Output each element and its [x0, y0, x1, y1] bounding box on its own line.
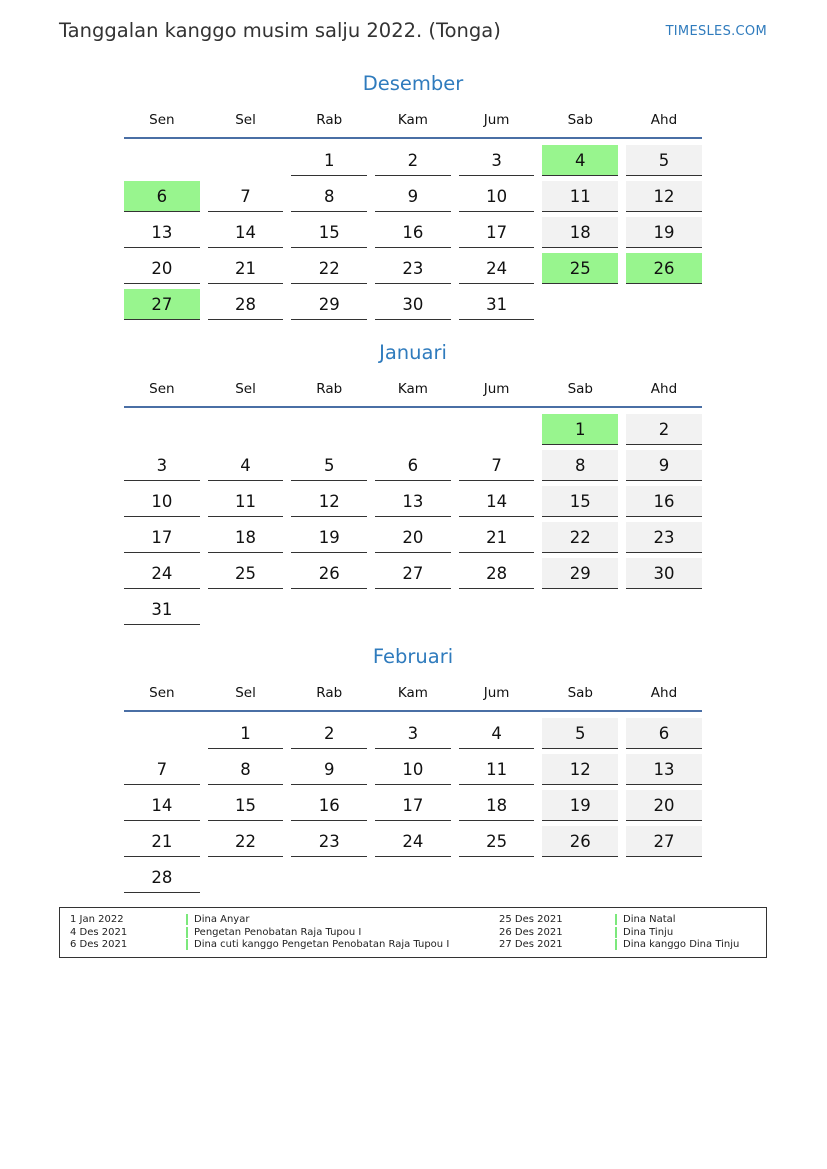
- day-number: 12: [626, 181, 702, 212]
- day-number: 16: [375, 217, 451, 248]
- day-cell: [371, 448, 455, 484]
- day-number: 4: [459, 718, 535, 749]
- legend-marker: [186, 914, 188, 925]
- day-cell: [622, 556, 706, 592]
- empty-cell: [120, 143, 204, 179]
- legend-date: 27 Des 2021: [499, 939, 563, 951]
- legend-item: [70, 939, 449, 952]
- day-cell: [455, 484, 539, 520]
- day-cell: [204, 556, 288, 592]
- header-separator: [124, 137, 702, 139]
- day-cell: [120, 860, 204, 896]
- day-number: 5: [626, 145, 702, 176]
- empty-cell: [371, 592, 455, 628]
- month-name: Januari: [379, 341, 447, 364]
- day-cell: [371, 484, 455, 520]
- day-number: 28: [124, 862, 200, 893]
- week-row: [120, 215, 706, 251]
- day-number: 9: [291, 754, 367, 785]
- day-number: 23: [626, 522, 702, 553]
- day-cell: [538, 788, 622, 824]
- week-row: [120, 484, 706, 520]
- weekday-label: Sen: [149, 381, 175, 397]
- day-cell: [204, 716, 288, 752]
- day-number: 19: [626, 217, 702, 248]
- week-row: [120, 860, 706, 896]
- weekday-label: Ahd: [650, 112, 678, 128]
- week-row: [120, 143, 706, 179]
- empty-cell: [287, 860, 371, 896]
- day-number: 29: [291, 289, 367, 320]
- day-number: 1: [291, 145, 367, 176]
- day-number: 17: [459, 217, 535, 248]
- day-cell: [371, 143, 455, 179]
- day-cell: [455, 287, 539, 323]
- day-number: 22: [542, 522, 618, 553]
- day-cell: [120, 824, 204, 860]
- day-cell: [371, 752, 455, 788]
- day-cell: [287, 520, 371, 556]
- empty-cell: [120, 412, 204, 448]
- legend-date: 4 Des 2021: [70, 926, 128, 938]
- month-name: Desember: [362, 72, 464, 95]
- weekday-label: Jum: [483, 381, 510, 397]
- legend-date: 26 Des 2021: [499, 926, 563, 938]
- day-cell: [622, 484, 706, 520]
- day-cell: [622, 752, 706, 788]
- week-row: [120, 556, 706, 592]
- empty-cell: [622, 860, 706, 896]
- legend-date: 1 Jan 2022: [70, 913, 124, 925]
- legend-name: Dina cuti kanggo Pengetan Penobatan Raja Tupou I: [194, 939, 450, 951]
- brand-link[interactable]: TIMESLES.COM: [665, 24, 767, 39]
- legend-marker: [615, 914, 617, 925]
- day-number: 16: [291, 790, 367, 821]
- day-number: 20: [375, 522, 451, 553]
- day-number: 6: [124, 181, 200, 212]
- day-number: 22: [208, 826, 284, 857]
- day-cell: [455, 520, 539, 556]
- day-number: 19: [542, 790, 618, 821]
- day-number: 24: [124, 558, 200, 589]
- empty-cell: [538, 592, 622, 628]
- day-cell: [622, 143, 706, 179]
- empty-cell: [622, 592, 706, 628]
- header-separator: [124, 406, 702, 408]
- weekday-label: Kam: [397, 685, 428, 701]
- weekday-label: Sel: [235, 685, 256, 701]
- weekday-label: Sel: [235, 112, 256, 128]
- weekday-header: [120, 372, 706, 406]
- weekday-label: Rab: [316, 685, 343, 701]
- day-number: 8: [542, 450, 618, 481]
- day-cell: [622, 448, 706, 484]
- day-number: 27: [124, 289, 200, 320]
- weekday-label: Sab: [567, 685, 593, 701]
- weekday-label: Rab: [316, 381, 343, 397]
- weeks-grid: [120, 412, 706, 628]
- day-number: 8: [208, 754, 284, 785]
- day-cell: [120, 788, 204, 824]
- day-cell: [622, 215, 706, 251]
- day-number: 26: [626, 253, 702, 284]
- day-number: 16: [626, 486, 702, 517]
- day-cell: [287, 484, 371, 520]
- day-number: 10: [459, 181, 535, 212]
- day-number: 31: [124, 594, 200, 625]
- day-cell: [455, 143, 539, 179]
- day-cell: [455, 788, 539, 824]
- day-number: 8: [291, 181, 367, 212]
- day-cell: [455, 251, 539, 287]
- day-cell: [538, 556, 622, 592]
- day-number: 21: [459, 522, 535, 553]
- day-number: 12: [542, 754, 618, 785]
- day-cell: [120, 179, 204, 215]
- day-cell: [287, 448, 371, 484]
- day-cell: [120, 592, 204, 628]
- day-cell: [120, 251, 204, 287]
- day-number: 1: [542, 414, 618, 445]
- day-number: 23: [291, 826, 367, 857]
- day-number: 9: [375, 181, 451, 212]
- day-cell: [622, 824, 706, 860]
- day-number: 28: [459, 558, 535, 589]
- legend-column-left: [70, 913, 449, 951]
- day-number: 20: [124, 253, 200, 284]
- day-cell: [120, 287, 204, 323]
- week-row: [120, 412, 706, 448]
- week-row: [120, 716, 706, 752]
- empty-cell: [371, 860, 455, 896]
- weekday-label: Ahd: [650, 685, 678, 701]
- day-number: 18: [208, 522, 284, 553]
- day-number: 11: [459, 754, 535, 785]
- day-number: 19: [291, 522, 367, 553]
- day-number: 31: [459, 289, 535, 320]
- week-row: [120, 788, 706, 824]
- day-cell: [538, 143, 622, 179]
- day-cell: [204, 215, 288, 251]
- legend-name: Dina Tinju: [623, 926, 674, 938]
- day-cell: [371, 179, 455, 215]
- day-cell: [120, 556, 204, 592]
- legend-name: Pengetan Penobatan Raja Tupou I: [194, 926, 362, 938]
- legend-item: [499, 926, 739, 939]
- legend-column-right: [499, 913, 739, 951]
- day-number: 7: [208, 181, 284, 212]
- day-cell: [455, 556, 539, 592]
- day-cell: [287, 215, 371, 251]
- weekday-header: [120, 103, 706, 137]
- legend-date: 25 Des 2021: [499, 913, 563, 925]
- weekday-label: Rab: [316, 112, 343, 128]
- day-cell: [455, 215, 539, 251]
- day-cell: [371, 520, 455, 556]
- legend-name: Dina kanggo Dina Tinju: [623, 939, 740, 951]
- day-cell: [455, 448, 539, 484]
- day-number: 20: [626, 790, 702, 821]
- day-number: 6: [375, 450, 451, 481]
- day-number: 9: [626, 450, 702, 481]
- day-number: 21: [208, 253, 284, 284]
- week-row: [120, 824, 706, 860]
- legend-item: [70, 926, 449, 939]
- day-number: 18: [542, 217, 618, 248]
- empty-cell: [287, 592, 371, 628]
- page-title: Tanggalan kanggo musim salju 2022. (Tonga): [59, 19, 501, 42]
- day-cell: [538, 484, 622, 520]
- day-number: 15: [291, 217, 367, 248]
- legend-marker: [615, 939, 617, 950]
- day-cell: [204, 520, 288, 556]
- day-cell: [287, 556, 371, 592]
- day-cell: [204, 824, 288, 860]
- day-number: 14: [124, 790, 200, 821]
- weekday-label: Sel: [235, 381, 256, 397]
- empty-cell: [204, 143, 288, 179]
- empty-cell: [204, 592, 288, 628]
- day-cell: [371, 824, 455, 860]
- day-number: 6: [626, 718, 702, 749]
- day-cell: [204, 788, 288, 824]
- day-number: 4: [208, 450, 284, 481]
- weekday-label: Ahd: [650, 381, 678, 397]
- day-cell: [538, 752, 622, 788]
- empty-cell: [455, 592, 539, 628]
- week-row: [120, 752, 706, 788]
- day-cell: [287, 824, 371, 860]
- day-cell: [371, 251, 455, 287]
- day-cell: [371, 287, 455, 323]
- empty-cell: [204, 412, 288, 448]
- day-number: 25: [208, 558, 284, 589]
- day-cell: [538, 251, 622, 287]
- day-cell: [204, 484, 288, 520]
- weekday-label: Sen: [149, 685, 175, 701]
- day-cell: [120, 520, 204, 556]
- day-number: 25: [459, 826, 535, 857]
- week-row: [120, 251, 706, 287]
- legend-marker: [186, 939, 188, 950]
- day-number: 17: [375, 790, 451, 821]
- day-number: 25: [542, 253, 618, 284]
- weekday-label: Sen: [149, 112, 175, 128]
- day-cell: [455, 179, 539, 215]
- weekday-label: Sab: [567, 381, 593, 397]
- day-number: 3: [124, 450, 200, 481]
- day-number: 10: [124, 486, 200, 517]
- weekday-label: Sab: [567, 112, 593, 128]
- day-cell: [455, 824, 539, 860]
- empty-cell: [538, 860, 622, 896]
- day-number: 15: [542, 486, 618, 517]
- week-row: [120, 179, 706, 215]
- week-row: [120, 287, 706, 323]
- legend-item: [499, 939, 739, 952]
- day-cell: [287, 179, 371, 215]
- legend-marker: [186, 927, 188, 938]
- empty-cell: [455, 860, 539, 896]
- day-cell: [287, 752, 371, 788]
- day-cell: [455, 716, 539, 752]
- day-cell: [371, 556, 455, 592]
- weekday-label: Kam: [397, 112, 428, 128]
- legend-name: Dina Anyar: [194, 913, 250, 925]
- day-number: 10: [375, 754, 451, 785]
- day-cell: [538, 412, 622, 448]
- day-number: 26: [542, 826, 618, 857]
- day-number: 30: [626, 558, 702, 589]
- day-cell: [371, 215, 455, 251]
- day-cell: [622, 716, 706, 752]
- day-cell: [371, 788, 455, 824]
- weekday-label: Kam: [397, 381, 428, 397]
- day-number: 11: [208, 486, 284, 517]
- day-number: 14: [459, 486, 535, 517]
- day-cell: [455, 752, 539, 788]
- day-number: 13: [626, 754, 702, 785]
- day-number: 15: [208, 790, 284, 821]
- empty-cell: [120, 716, 204, 752]
- day-number: 28: [208, 289, 284, 320]
- day-number: 30: [375, 289, 451, 320]
- month-februari: [120, 643, 706, 896]
- day-number: 5: [542, 718, 618, 749]
- day-number: 3: [459, 145, 535, 176]
- weekday-header: [120, 676, 706, 710]
- day-number: 13: [124, 217, 200, 248]
- day-number: 24: [459, 253, 535, 284]
- legend-marker: [615, 927, 617, 938]
- day-cell: [622, 520, 706, 556]
- day-number: 3: [375, 718, 451, 749]
- day-number: 2: [626, 414, 702, 445]
- empty-cell: [204, 860, 288, 896]
- empty-cell: [371, 412, 455, 448]
- day-cell: [538, 448, 622, 484]
- legend-name: Dina Natal: [623, 913, 676, 925]
- weeks-grid: [120, 716, 706, 896]
- day-cell: [120, 448, 204, 484]
- day-cell: [287, 251, 371, 287]
- header-separator: [124, 710, 702, 712]
- day-cell: [287, 788, 371, 824]
- day-number: 21: [124, 826, 200, 857]
- day-cell: [538, 824, 622, 860]
- day-cell: [204, 752, 288, 788]
- day-cell: [120, 752, 204, 788]
- weekday-label: Jum: [483, 112, 510, 128]
- day-number: 7: [124, 754, 200, 785]
- day-number: 2: [375, 145, 451, 176]
- day-number: 27: [375, 558, 451, 589]
- day-cell: [622, 179, 706, 215]
- empty-cell: [538, 287, 622, 323]
- week-row: [120, 520, 706, 556]
- day-cell: [287, 287, 371, 323]
- day-cell: [204, 287, 288, 323]
- day-number: 18: [459, 790, 535, 821]
- day-number: 26: [291, 558, 367, 589]
- day-cell: [204, 251, 288, 287]
- day-number: 17: [124, 522, 200, 553]
- day-cell: [120, 215, 204, 251]
- day-number: 23: [375, 253, 451, 284]
- week-row: [120, 592, 706, 628]
- day-cell: [538, 520, 622, 556]
- holiday-legend: [59, 907, 767, 958]
- day-cell: [287, 716, 371, 752]
- day-cell: [204, 179, 288, 215]
- day-cell: [538, 179, 622, 215]
- day-number: 27: [626, 826, 702, 857]
- day-number: 11: [542, 181, 618, 212]
- legend-item: [70, 913, 449, 926]
- day-cell: [371, 716, 455, 752]
- legend-date: 6 Des 2021: [70, 939, 128, 951]
- day-number: 29: [542, 558, 618, 589]
- month-desember: [120, 70, 706, 323]
- empty-cell: [622, 287, 706, 323]
- day-number: 22: [291, 253, 367, 284]
- empty-cell: [455, 412, 539, 448]
- weeks-grid: [120, 143, 706, 323]
- day-cell: [538, 215, 622, 251]
- month-januari: [120, 339, 706, 628]
- day-number: 24: [375, 826, 451, 857]
- day-cell: [287, 143, 371, 179]
- day-cell: [622, 788, 706, 824]
- day-number: 13: [375, 486, 451, 517]
- day-cell: [622, 412, 706, 448]
- day-number: 12: [291, 486, 367, 517]
- day-cell: [120, 484, 204, 520]
- week-row: [120, 448, 706, 484]
- day-cell: [538, 716, 622, 752]
- weekday-label: Jum: [483, 685, 510, 701]
- day-number: 4: [542, 145, 618, 176]
- day-cell: [204, 448, 288, 484]
- day-number: 2: [291, 718, 367, 749]
- day-cell: [622, 251, 706, 287]
- empty-cell: [287, 412, 371, 448]
- legend-item: [499, 913, 739, 926]
- day-number: 1: [208, 718, 284, 749]
- month-name: Februari: [372, 645, 454, 668]
- day-number: 5: [291, 450, 367, 481]
- day-number: 7: [459, 450, 535, 481]
- day-number: 14: [208, 217, 284, 248]
